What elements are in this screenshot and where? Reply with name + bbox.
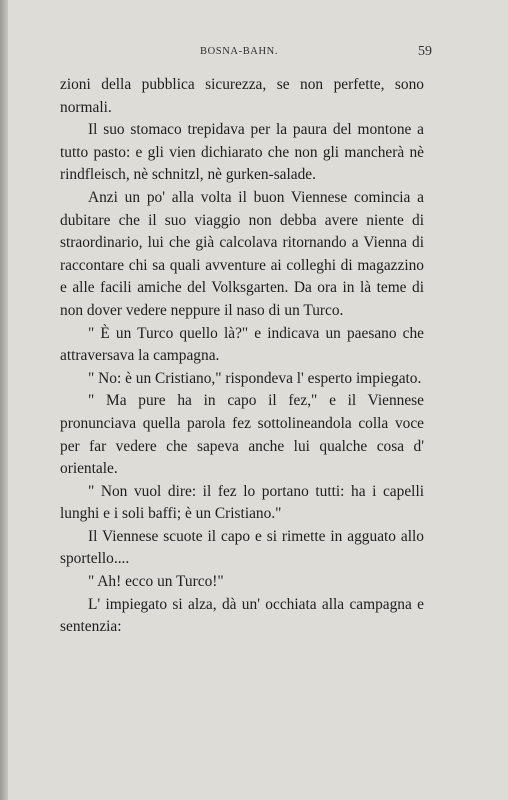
- paragraph: zioni della pubblica sicurezza, se non perfette, sono normali.: [60, 76, 424, 116]
- paragraph: Il suo stomaco trepidava per la paura del montone a tutto pasto: e gli vien dichiarato che non gli mancherà nè rindfleisch, nè schnitzl, nè gurken-salade.: [60, 121, 424, 184]
- paragraph: Il Viennese scuote il capo e si rimette in agguato allo sportello....: [60, 527, 424, 568]
- paragraph: L' impiegato si alza, dà un' occhiata alla campagna e sentenzia:: [60, 595, 424, 636]
- paragraph: Anzi un po' alla volta il buon Viennese comincia a dubitare che il suo viaggio non debba avere niente di straordinario, lui che già calcolava ritornando a Vienna di raccontare chi sa quali avventure ai colleghi di magazzino e alle facili amiche del Volksgarten. Da ora in là teme di non dover vedere neppure il naso di un Turco.: [60, 188, 424, 319]
- book-gutter-shadow: [0, 0, 8, 800]
- paragraph: " No: è un Cristiano," rispondeva l' esperto impiegato.: [88, 369, 422, 387]
- paragraph: " Non vuol dire: il fez lo portano tutti: ha i capelli lunghi e i soli baffi; è un Cristiano.": [60, 482, 424, 523]
- page-number: 59: [418, 44, 432, 59]
- paragraph: " Ma pure ha in capo il fez," e il Viennese pronunciava quella parola fez sottolineandola colla voce per far vedere che sapeva anche lui qualche cosa d' orientale.: [60, 392, 424, 478]
- running-title: BOSNA-BAHN.: [200, 46, 279, 57]
- book-page: [8, 0, 508, 800]
- paragraph: " È un Turco quello là?" e indicava un paesano che attraversava la campagna.: [60, 324, 424, 365]
- body-text: [60, 74, 424, 639]
- paragraph: " Ah! ecco un Turco!": [88, 573, 224, 591]
- page-header: [60, 44, 432, 62]
